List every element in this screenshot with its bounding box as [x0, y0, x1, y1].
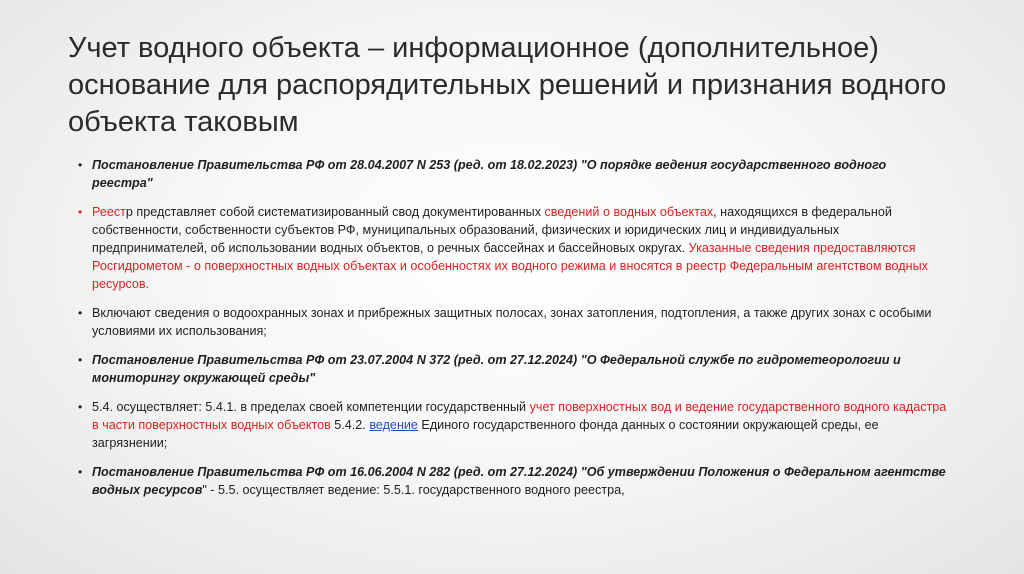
registry-text-2: , находящихся в федеральной собственности, собственности субъектов РФ, муниципальных образований, физических и юридических лиц и индивидуальных предпринимателей, об использовании водных объектов, о речных бассейнах и бассейновых округах.	[92, 205, 892, 255]
bullet-item-protection-zones	[78, 304, 948, 340]
resolution-282-text: Постановление Правительства РФ от 16.06.2004 N 282 (ред. от 27.12.2024) "Об утверждении Положения о Федеральном агентстве водных ресурсов	[92, 465, 946, 497]
clause-5-4-text-1: 5.4. осуществляет: 5.4.1. в пределах своей компетенции государственный	[92, 400, 530, 414]
bullet-item-resolution-282	[78, 463, 948, 499]
bullet-item-resolution-253	[78, 156, 948, 192]
rosgidromet-info-red: Указанные сведения предоставляются Росгидрометом - о поверхностных водных объектах и особенностях их водного режима и вносятся в реестр Федеральным агентством водных ресурсов.	[92, 241, 928, 291]
registry-word-red: Реест	[92, 205, 126, 219]
registry-text-1: р представляет собой систематизированный свод документированных	[125, 205, 545, 219]
bullet-list	[78, 156, 948, 510]
bullet-item-resolution-372	[78, 351, 948, 387]
water-info-red: сведений о водных объектах	[544, 205, 714, 219]
slide-title: Учет водного объекта – информационное (дополнительное) основание для распорядительных решений и признания водного объекта таковым	[68, 32, 947, 138]
vedenie-link[interactable]: ведение	[369, 418, 418, 432]
protection-zones-text: Включают сведения о водоохранных зонах и прибрежных защитных полосах, зонах затопления, подтопления, а также других зонах с особыми условиями их использования;	[92, 306, 932, 338]
surface-water-accounting-red: учет поверхностных вод и ведение государственного водного кадастра в части поверхностных водных объектов	[92, 400, 947, 432]
resolution-372-text: Постановление Правительства РФ от 23.07.2004 N 372 (ред. от 27.12.2024) "О Федеральной службе по гидрометеорологии и мониторингу окружающей среды"	[92, 353, 901, 385]
bullet-item-clause-5-4	[78, 398, 948, 452]
resolution-253-text: Постановление Правительства РФ от 28.04.2007 N 253 (ред. от 18.02.2023) "О порядке ведения государственного водного реестра"	[92, 158, 887, 190]
clause-5-4-text-3: Единого государственного фонда данных о состоянии окружающей среды, ее загрязнении;	[92, 418, 879, 450]
clause-5-4-text-2: 5.4.2.	[330, 418, 370, 432]
bullet-item-registry-definition	[78, 203, 948, 293]
clause-5-5-text: " - 5.5. осуществляет ведение: 5.5.1. государственного водного реестра,	[202, 483, 625, 497]
